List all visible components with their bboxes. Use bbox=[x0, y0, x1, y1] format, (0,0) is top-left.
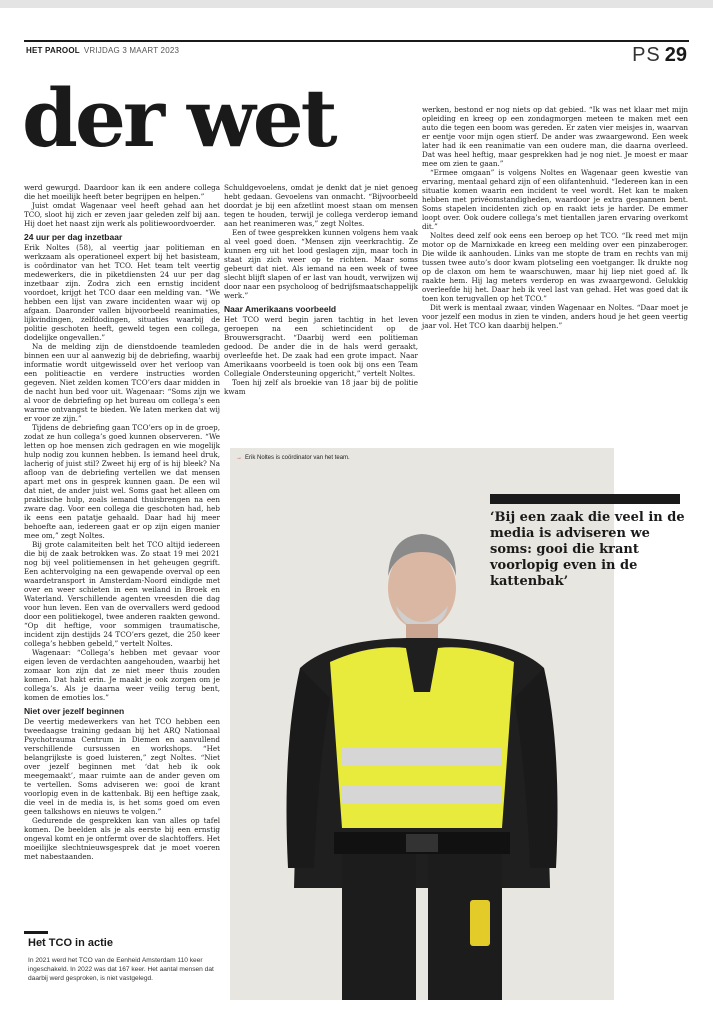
caption-text: Erik Noltes is coördinator van het team. bbox=[245, 455, 350, 461]
subheading: Naar Amerikaans voorbeeld bbox=[224, 304, 337, 314]
article-column-1 bbox=[24, 183, 220, 923]
paragraph: Tijdens de debriefing gaan TCO’ers op in de groep, zodat ze hun collega’s goed kunnen observeren. “We letten op hoe mensen zich gedragen en wie mogelijk hulp nodig zou kunnen hebben. Is iemand heel druk, lacherig of juist stil? Zweet hij erg of is hij bleek? Na afloop van de debriefing vertellen we dat mensen apart met ons in gesprek kunnen gaan. De een wil dat niet, de ander juist wel. Soms gaat het alleen om praktische hulp, zoals iemand thuisbrengen na een zware dag. Voor een collega die geschoten had, heb ik eens een patatje gehaald. Daar had hij meer behoefte aan, iedereen gaat er op zijn eigen manier mee om,” zegt Noltes. bbox=[24, 423, 220, 540]
paragraph: Het TCO werd begin jaren tachtig in het leven geroepen na een schietincident op de Brouwersgracht. “Daarbij werd een politieman gedood. De ander die in de hals werd geraakt, overleefde het. De zaak had een grote impact. Naar Amerikaans voorbeeld is toen ook bij ons een Team Collegiale Ondersteuning opgericht,” vertelt Noltes. bbox=[224, 315, 418, 378]
masthead bbox=[26, 46, 179, 55]
header-rule bbox=[24, 40, 689, 42]
pull-quote: ‘Bij een zaak die veel in de media is adviseren we soms: gooi die krant voorlopig even in de kattenbak’ bbox=[490, 510, 685, 589]
paragraph: Bij grote calamiteiten belt het TCO altijd iedereen die bij de zaak betrokken was. Zo staat 19 mei 2021 nog bij veel politiemensen in het geheugen gegrift. Een achtervolging na een gewapende overval op een waardetransport in Amsterdam-Noord eindigde met over en weer schieten in een weiland in Broek en Waterland. Verschillende agenten vreesden die dag voor hun leven. Een van de overvallers werd gedood door een politiekogel, twee anderen raakten gewond. “Op dit heftige, voor sommigen traumatische, incident zijn destijds 24 TCO’ers gezet, die 250 keer collega’s hebben gebeld,” vertelt Noltes. bbox=[24, 540, 220, 648]
photo-caption bbox=[236, 455, 350, 461]
paragraph: Juist omdat Wagenaar veel heeft gehad aan het TCO, sloot hij zich er zeven jaar geleden zelf bij aan. Hij doet het naast zijn werk als politiewoordvoerder. bbox=[24, 201, 220, 228]
paragraph: “Ermee omgaan” is volgens Noltes en Wagenaar geen kwestie van ervaring, mentaal gehard zijn of een olifantenhuid. “Iedereen kan in een situatie komen waarin een incident te veel wordt. Het kan te maken hebben met privéomstandigheden, waardoor je extra gespannen bent. Soms stapelen incidenten zich op en raakt iets je harder. De emmer loopt over. Ook oudere collega’s met tientallen jaren ervaring overkomt dit.” bbox=[422, 168, 688, 231]
info-box-text: In 2021 werd het TCO van de Eenheid Amsterdam 110 keer ingeschakeld. In 2022 was dat 167 keer. Het aantal mensen dat daarbij werd gesproken, is niet vastgelegd. bbox=[28, 957, 214, 982]
paragraph: Dit werk is mentaal zwaar, vinden Wagenaar en Noltes. “Daar moet je voor jezelf een modus in zien te vinden, anders houd je het geen veertig jaar vol. Het TCO kan daarbij helpen.” bbox=[422, 303, 688, 330]
paragraph: werd gewurgd. Daardoor kan ik een andere collega die het moeilijk heeft beter begrijpen en helpen.” bbox=[24, 183, 220, 201]
issue-date: VRIJDAG 3 MAART 2023 bbox=[83, 46, 180, 55]
section-label: PS bbox=[632, 44, 661, 66]
info-box-title: Het TCO in actie bbox=[28, 937, 113, 949]
arrow-icon: → bbox=[236, 455, 242, 461]
paragraph: Erik Noltes (58), al veertig jaar politieman en werkzaam als operationeel expert bij het basisteam, is coördinator van het TCO. Het team telt veertig medewerkers, die in piketdiensten 24 uur per dag inzetbaar zijn. Zodra zich een ernstig incident voordoet, krijgt het TCO daar een melding van. “We hebben een lijst van zware incidenten waar wij op afgaan. Daaronder vallen bijvoorbeeld reanimaties, lijkvindingen, zelfdodingen, situaties waarbij de politie geschoten heeft, geweld tegen een collega, dodelijke ongevallen.” bbox=[24, 243, 220, 342]
paragraph: Schuldgevoelens, omdat je denkt dat je niet genoeg hebt gedaan. Gevoelens van onmacht. “Bijvoorbeeld doordat je bij een afzetlint moest staan om mensen tegen te houden, terwijl je collega verderop iemand aan het reanimeren was,” zegt Noltes. bbox=[224, 183, 418, 228]
paragraph: Noltes deed zelf ook eens een beroep op het TCO. “Ik reed met mijn motor op de Marnixkade en kreeg een melding over een pinzaberoger. Die wilde ik aanhouden. Links van me stopte de tram en rechts van mij tussen twee auto’s door kwam plotseling een voetganger. Ik drukte nog op de claxon om hem te waarschuwen, maar hij liep niet goed af. Ik raakte hem. Hij lag meters verderop en was zwaargewond. Gelukkig overleefde hij het. Daar heb ik veel last van gehad. Het was goed dat ik toen kon terugvallen op het TCO.” bbox=[422, 231, 688, 303]
paragraph: werken, bestond er nog niets op dat gebied. “Ik was net klaar met mijn opleiding en kreeg op een zondagmorgen meteen te maken met een auto die tegen een boom was gereden. Er zaten vier meisjes in, waarvan er eentje voor mijn ogen stierf. De ander was zwaargewond. Een week later had ik een reanimatie van een oudere man, die daarna overleed. Dat was heel heftig, maar gesprekken had je nog niet. Je moest er maar mee om zien te gaan.” bbox=[422, 105, 688, 168]
subheading: Niet over jezelf beginnen bbox=[24, 706, 125, 716]
page-number bbox=[632, 44, 687, 67]
quote-bar bbox=[490, 494, 680, 504]
paragraph: Na de melding zijn de dienstdoende teamleden binnen een uur al aanwezig bij de debriefing, waarbij informatie wordt uitgewisseld over het verloop van een politieactie en verdere instructies worden gegeven. Niet zelden komen TCO’ers daar midden in de nacht hun bed voor uit. Wagenaar: “Soms zijn we al voor de debriefing op het bureau om collega’s een warme ontvangst te bieden. We laten merken dat wij er voor ze zijn.” bbox=[24, 342, 220, 423]
box-rule bbox=[24, 931, 48, 934]
page-number-value: 29 bbox=[664, 44, 687, 66]
paragraph: Een of twee gesprekken kunnen volgens hem vaak al veel goed doen. “Mensen zijn veerkrachtig. Ze kunnen erg uit het lood geslagen zijn, maar toch in staat zijn zich weer op te richten. Maar soms gebeurt dat niet. Als iemand na een week of twee slecht blijft slapen of er last van houdt, verwijzen wij door naar een psycholoog of bedrijfsmaatschappelijk werk.” bbox=[224, 228, 418, 300]
article-column-3 bbox=[422, 105, 688, 375]
paragraph: Gedurende de gesprekken kan van alles op tafel komen. De beelden als je als eerste bij een ernstig ongeval komt en je ontfermt over de slachtoffers. Het moeilijke slechtnieuwsgesprek dat je moet voeren met nabestaanden. bbox=[24, 816, 220, 861]
subheading: 24 uur per dag inzetbaar bbox=[24, 232, 123, 242]
paragraph: Wagenaar: “Collega’s hebben met gevaar voor eigen leven de verdachten aangehouden, waarbij het zomaar kon zijn dat ze niet meer thuis zouden komen. Dat hakt erin. Je maakt je ook zorgen om je collega’s. Als je daarna weer veilig terug bent, komen de emoties los.” bbox=[24, 648, 220, 702]
paragraph: Toen hij zelf als broekie van 18 jaar bij de politie kwam bbox=[224, 378, 418, 396]
top-bar bbox=[0, 0, 713, 8]
article-column-2 bbox=[224, 183, 418, 396]
headline: der wet bbox=[22, 71, 335, 165]
paper-name: HET PAROOL bbox=[26, 46, 80, 55]
paragraph: De veertig medewerkers van het TCO hebben een tweedaagse training gedaan bij het ARQ Nationaal Psychotrauma Centrum in Diemen en aanvullend verschillende cursussen en workshops. “Het belangrijkste is goed luisteren,” zegt Noltes. “Niet over jezelf beginnen met ‘dat heb ik ook meegemaakt’, maar ruimte aan de ander geven om te vertellen. Soms adviseren we: gooi de krant voorlopig even in de kattenbak. Bij een heftige zaak, die veel in de media is, is het soms goed om even geen talkshows en nieuws te volgen.” bbox=[24, 717, 220, 816]
